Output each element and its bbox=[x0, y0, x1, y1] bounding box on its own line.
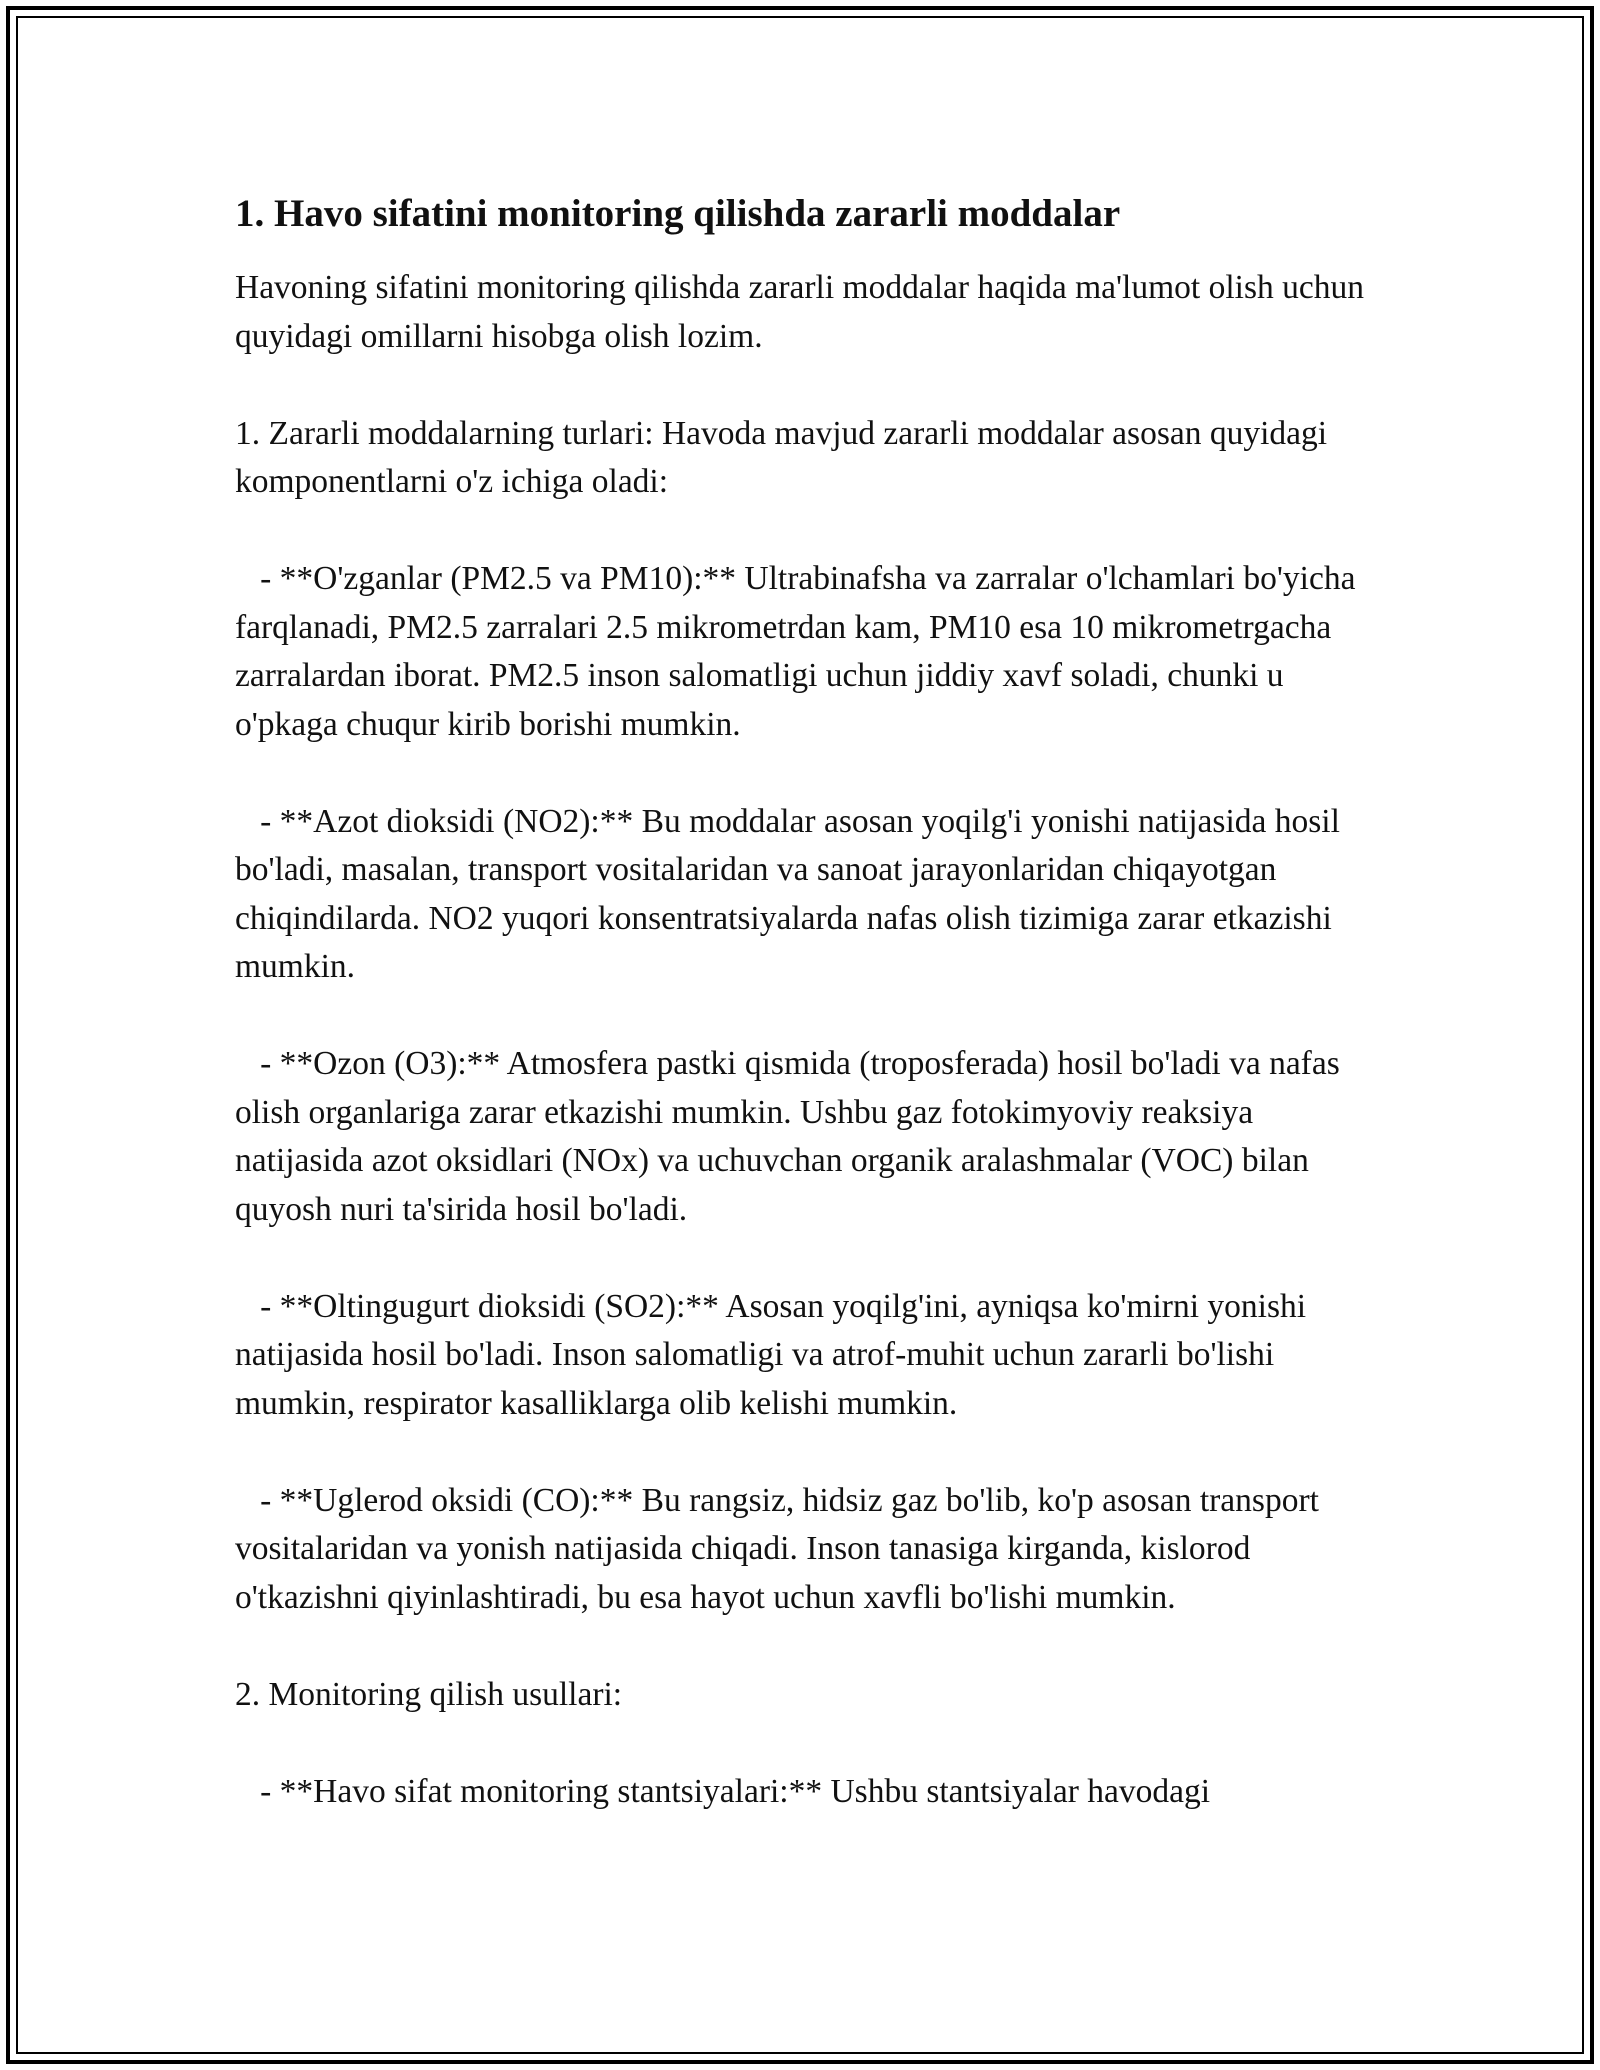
document-title: 1. Havo sifatini monitoring qilishda zararli moddalar bbox=[235, 192, 1121, 235]
document-body bbox=[235, 186, 1375, 1865]
section-pollutant-types: 1. Zararli moddalarning turlari: Havoda mavjud zararli moddalar asosan quyidagi komponentlarni o'z ichiga oladi: bbox=[235, 414, 1336, 500]
intro-paragraph: Havoning sifatini monitoring qilishda zararli moddalar haqida ma'lumot olish uchun quyidagi omillarni hisobga olish lozim. bbox=[235, 269, 1373, 355]
item-sulfur-dioxide: - **Oltingugurt dioksidi (SO2):** Asosan yoqilg'ini, ayniqsa ko'mirni yonishi natijasida hosil bo'ladi. Inson salomatligi va atrof-muhit uchun zararli bo'lishi mumkin, respirator kasalliklarga olib kelishi mumkin. bbox=[235, 1287, 1315, 1422]
item-particulate-matter: - **O'zganlar (PM2.5 va PM10):** Ultrabinafsha va zarralar o'lchamlari bo'yicha farqlanadi, PM2.5 zarralari 2.5 mikrometrdan kam, PM10 esa 10 mikrometrgacha zarralardan iborat. PM2.5 inson salomatligi uchun jiddiy xavf soladi, chunki u o'pkaga chuqur kirib borishi mumkin. bbox=[235, 560, 1364, 743]
item-ozone: - **Ozon (O3):** Atmosfera pastki qismida (troposferada) hosil bo'ladi va nafas olish organlariga zarar etkazishi mumkin. Ushbu gaz fotokimyoviy reaksiya natijasida azot oksidlari (NOx) va uchuvchan organik aralashmalar (VOC) bilan quyosh nuri ta'sirida hosil bo'ladi. bbox=[235, 1045, 1349, 1228]
item-nitrogen-dioxide: - **Azot dioksidi (NO2):** Bu moddalar asosan yoqilg'i yonishi natijasida hosil bo'ladi, masalan, transport vositalaridan va sanoat jarayonlaridan chiqayotgan chiqindilarda. NO2 yuqori konsentratsiyalarda nafas olish tizimiga zarar etkazishi mumkin. bbox=[235, 802, 1349, 985]
item-monitoring-stations: - **Havo sifat monitoring stantsiyalari:** Ushbu stantsiyalar havodagi bbox=[235, 1772, 1211, 1810]
section-monitoring-methods: 2. Monitoring qilish usullari: bbox=[235, 1675, 623, 1713]
item-carbon-monoxide: - **Uglerod oksidi (CO):** Bu rangsiz, hidsiz gaz bo'lib, ko'p asosan transport vositalaridan va yonish natijasida chiqadi. Inson tanasiga kirganda, kislorod o'tkazishni qiyinlashtiradi, bu esa hayot uchun xavfli bo'lishi mumkin. bbox=[235, 1481, 1328, 1616]
